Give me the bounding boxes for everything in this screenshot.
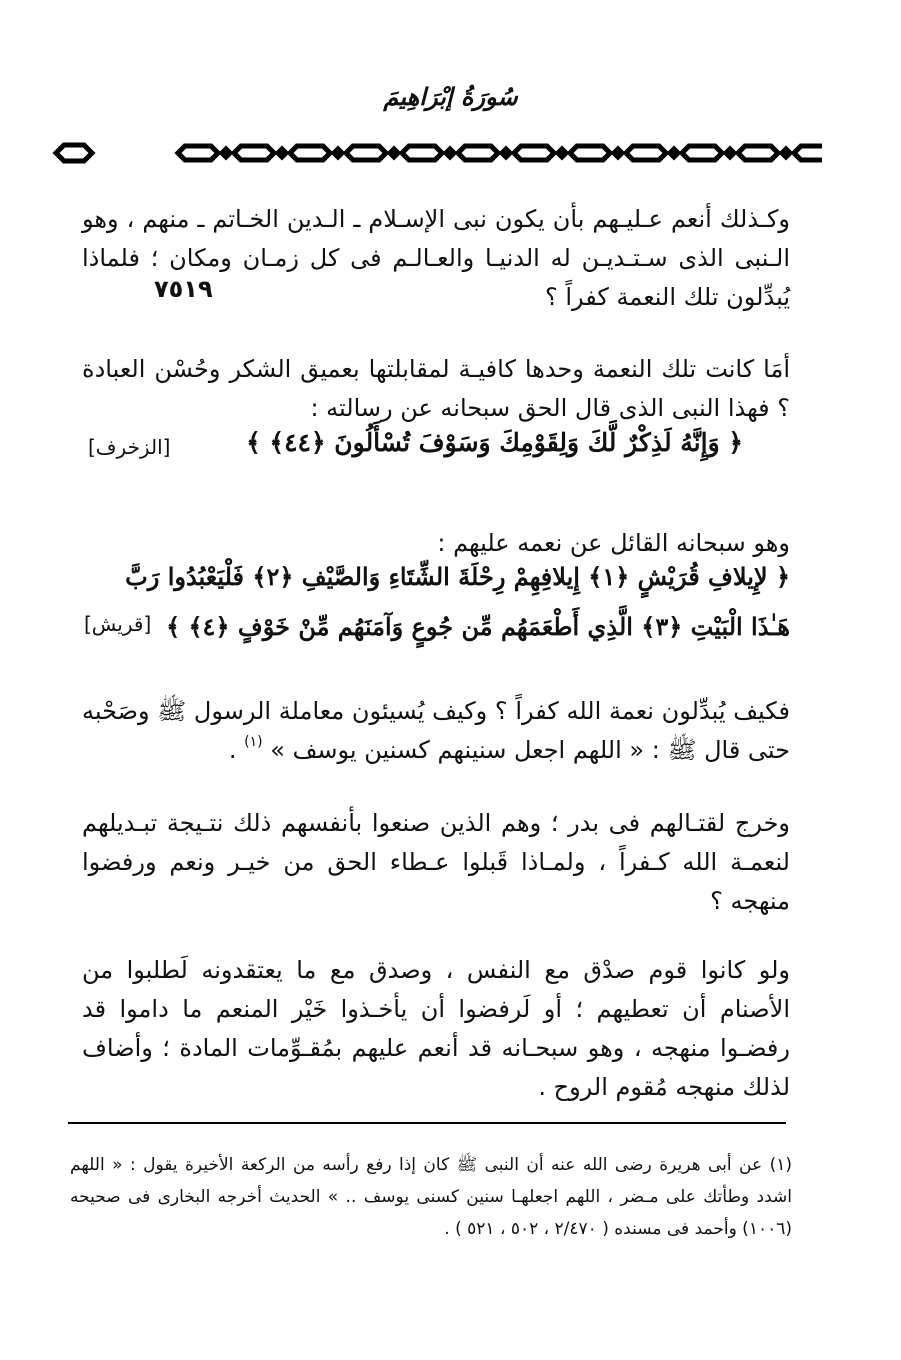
chain-link [738,146,778,160]
surah-title: سُورَةُ إبْرَاهِيمَ [383,82,518,111]
chain-diamond [278,149,286,157]
verse-reference-quraysh: [قريش] [84,612,152,636]
chain-link [794,146,822,160]
chain-diamond [502,149,510,157]
chain-diamond [614,149,622,157]
footnote: (١) عن أبى هريرة رضى الله عنه أن النبى ﷺ كان إذا رفع رأسه من الركعة الأخيرة يقول : « اللهم اشدد وطأتك على مـضر ، اللهم اجعلهـا سنين كسنى يوسف .. » الحديث أخرجه البخارى فى صحيحه (١٠٠٦) وأحمد فى مسنده ( ٢/٤٧٠ ، ٥٠٢ ، ٥٢١ ) . [70,1155,792,1239]
chain-link [570,146,610,160]
chain-diamond [390,149,398,157]
chain-link [402,146,442,160]
paragraph-4: فكيف يُبدِّلون نعمة الله كفراً ؟ وكيف يُسيئون معاملة الرسول ﷺ وصَحْبه حتى قال ﷺ : « اللهم اجعل سنينهم كسنين يوسف » $^{(١)}$ . [82,697,790,764]
chain-link [458,146,498,160]
chain-link [514,146,554,160]
chain-diamond [726,149,734,157]
quran-verse-quraysh: ﴿ لإِيلافِ قُرَيْشٍ ﴿١﴾ إِيلافِهِمْ رِحْلَةَ الشِّتَاءِ وَالصَّيْفِ ﴿٢﴾ فَلْيَعْبُدُوا رَبَّ هَـٰذَا الْبَيْتِ ﴿٣﴾ الَّذِي أَطْعَمَهُم مِّن جُوعٍ وَآمَنَهُم مِّنْ خَوْفٍ ﴿٤﴾ ﴾ [125,562,790,641]
chain-diamond [782,149,790,157]
paragraph-4-text: فكيف يُبدِّلون نعمة الله كفراً ؟ وكيف يُسيئون معاملة الرسول ﷺ وصَحْبه حتى قال ﷺ : « اللهم اجعل سنينهم كسنين يوسف » [82,697,790,764]
chain-diamond [558,149,566,157]
quran-verse-zukhruf: ﴿ وَإِنَّهُ لَذِكْرٌ لَّكَ وَلِقَوْمِكَ وَسَوْفَ تُسْأَلُونَ ﴿٤٤﴾ ﴾ [246,428,743,457]
paragraph-5: وخرج لقتـالهم فى بدر ؛ وهم الذين صنعوا بأنفسهم ذلك نتـيجة تبـديلهم لنعمـة الله كـفراً ، ولمـاذا قَبلوا عـطاء الحق من خيـر ونعم ورفضوا منهجه ؟ [82,809,790,915]
verse-reference-zukhruf: [الزخرف] [88,435,171,459]
paragraph-6: ولو كانوا قوم صدْق مع النفس ، وصدق مع ما يعتقدونه لَطلبوا من الأصنام أن تعطيهم ؛ أو لَرفضوا أن يأخـذوا خَيْر المنعم ما داموا قد رفضـوا منهجه ، وهو سبحـانه قد أنعم عليهم بمُقـوِّمات المادة ؛ وأضاف لذلك منهجه مُقوم الروح . [82,956,790,1101]
chain-diamond [334,149,342,157]
footnote-marker: (١) [244,734,263,750]
chain-link [682,146,722,160]
footnote-divider [68,1122,786,1124]
paragraph-1: وكـذلك أنعم عـليـهم بأن يكون نبى الإسـلام ـ الـدين الخـاتم ـ منهم ، وهو الـنبى الذى سـتـديـن له الدنيـا والعـالـم فى كل زمـان ومكان ؛ فلماذا يُبدِّلون تلك النعمة كفراً ؟ [82,205,790,311]
chain-ornament-icon [52,136,822,170]
chain-link [346,146,386,160]
chain-link [178,146,218,160]
page-number: ٧٥١٩ [150,272,217,306]
chain-diamond [446,149,454,157]
chain-link [234,146,274,160]
chain-link [626,146,666,160]
chain-diamond [670,149,678,157]
chain-diamond [222,149,230,157]
paragraph-2: أمَا كانت تلك النعمة وحدها كافيـة لمقابلتها بعميق الشكر وحُسْن العبادة ؟ فهذا النبى الذى قال الحق سبحانه عن رسالته : [82,355,790,422]
chain-link [290,146,330,160]
paragraph-3: وهو سبحانه القائل عن نعمه عليهم : [437,529,790,557]
